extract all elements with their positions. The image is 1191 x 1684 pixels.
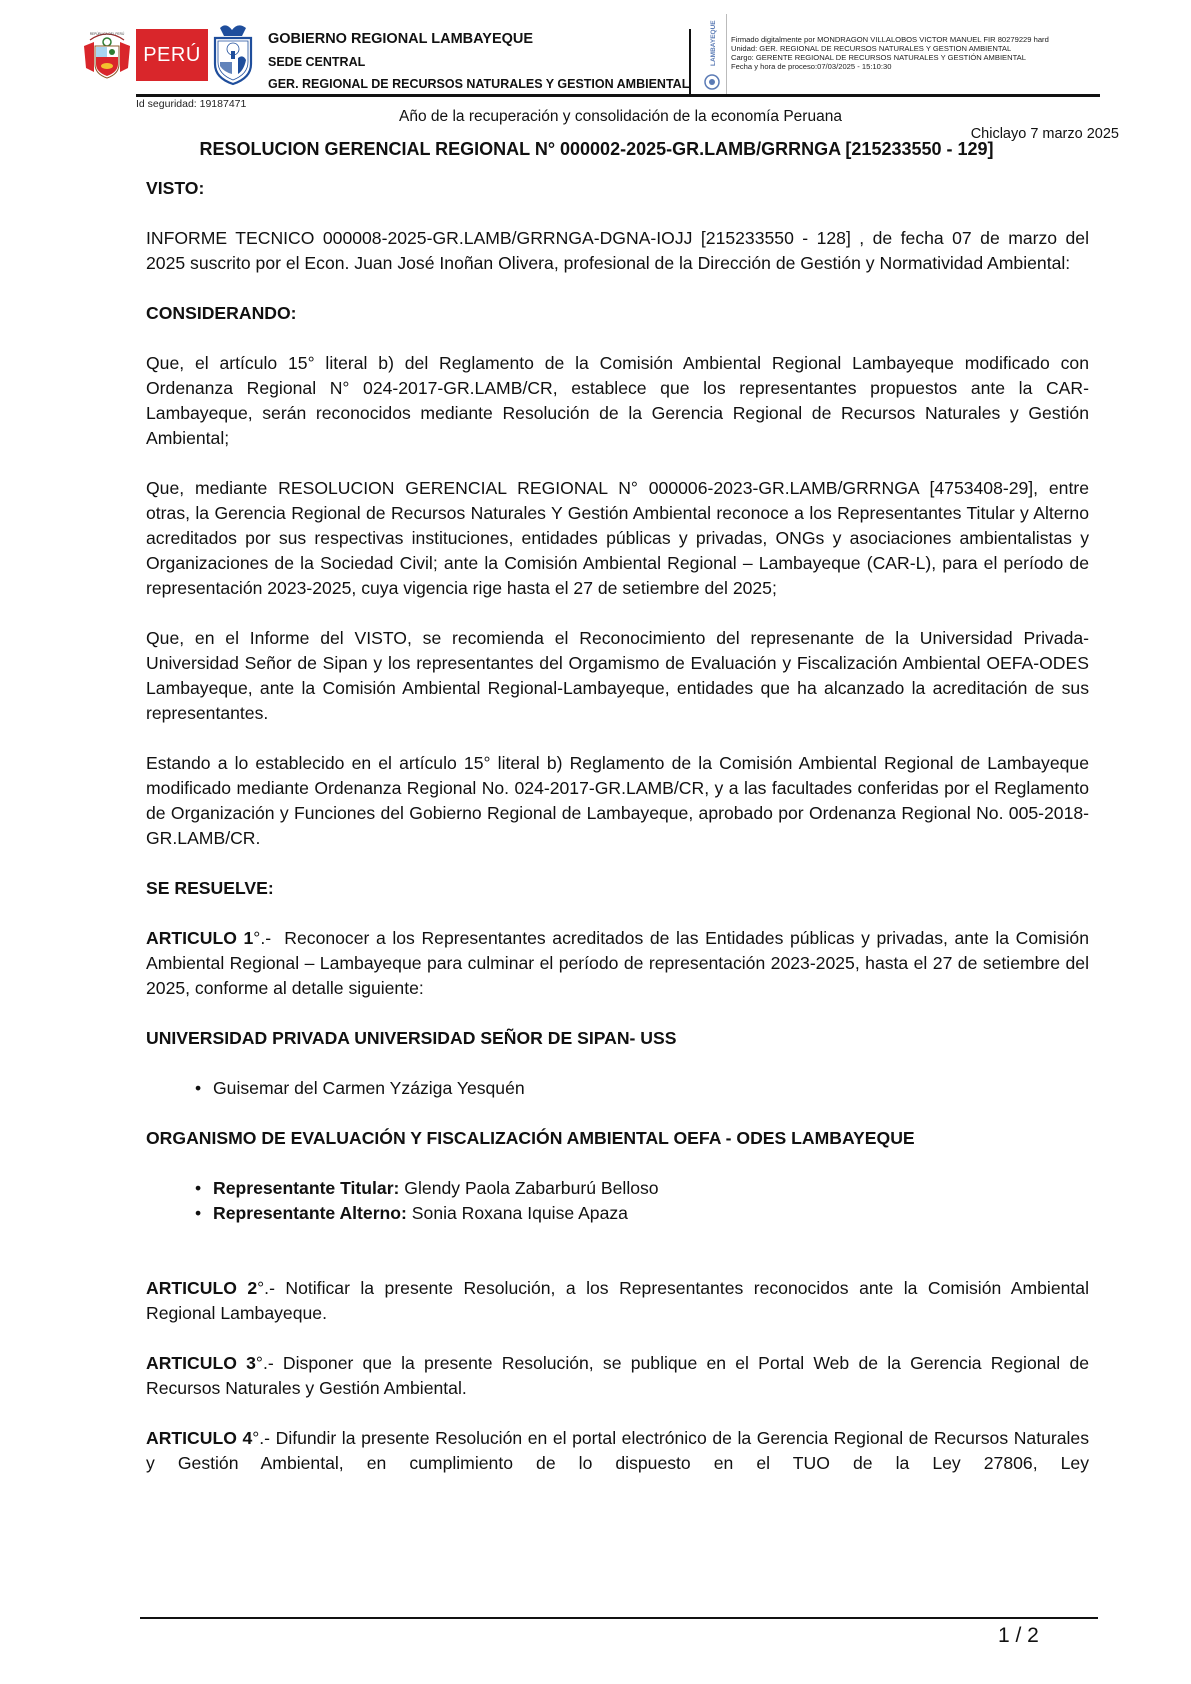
list-item (213, 1176, 1089, 1201)
article-2-suffix: °.- (257, 1278, 275, 1298)
visto-text: INFORME TECNICO 000008-2025-GR.LAMB/GRRNGA-DGNA-IOJJ [215233550 - 128] , de fecha 07 de marzo del 2025 suscrito por el Econ. Juan José Inoñan Olivera, profesional de la Dirección de Gestión y Normatividad Ambiental: (146, 228, 1089, 273)
article-3-label: ARTICULO 3 (146, 1353, 256, 1373)
signature-signer: Firmado digitalmente por MONDRAGON VILLALOBOS VICTOR MANUEL FIR 80279229 hard (731, 35, 1049, 44)
member-name: Sonia Roxana Iquise Apaza (406, 1203, 628, 1223)
organization-name: GOBIERNO REGIONAL LAMBAYEQUE (268, 31, 534, 47)
escudo-label: REPÚBLICA DEL PERÚ (89, 32, 125, 36)
organization-unit: GER. REGIONAL DE RECURSOS NATURALES Y GESTION AMBIENTAL (268, 77, 690, 91)
header-rule (136, 94, 1100, 97)
peru-brand-logo (136, 29, 208, 81)
document-body (146, 176, 1094, 1476)
header-divider (689, 29, 691, 95)
peru-brand-label: PERÚ (143, 43, 201, 66)
entity-2-name: ORGANISMO DE EVALUACIÓN Y FISCALIZACIÓN AMBIENTAL OEFA - ODES LAMBAYEQUE (146, 1128, 915, 1148)
member-name: Glendy Paola Zabarburú Belloso (399, 1178, 659, 1198)
list-item (213, 1201, 1089, 1226)
digital-signature-block (731, 35, 1049, 71)
resuelve-heading: SE RESUELVE: (146, 878, 274, 898)
article-2-label: ARTICULO 2 (146, 1278, 258, 1298)
article-3-suffix: °.- (255, 1353, 274, 1373)
digital-signature-seal-logo (701, 14, 723, 96)
peru-coat-of-arms-logo (82, 26, 132, 84)
considerando-heading: CONSIDERANDO: (146, 303, 297, 323)
member-role: Representante Alterno: (213, 1203, 407, 1223)
security-id: Id seguridad: 19187471 (136, 98, 247, 110)
article-4 (146, 1426, 1089, 1476)
article-4-text: Difundir la presente Resolución en el portal electrónico de la Gerencia Regional de Recursos Naturales y Gestión Ambiental, en cumplimiento de lo dispuesto en el TUO de la Ley 27806, Ley (146, 1428, 1090, 1473)
article-1-text: Reconocer a los Representantes acreditados de las Entidades públicas y privadas, ante la Comisión Ambiental Regional – Lambayeque para culminar el período de representación 2023-2025, hasta el 27 de setiembre del 2025, conforme al detalle siguiente: (146, 928, 1094, 998)
article-2-text: Notificar la presente Resolución, a los Representantes reconocidos ante la Comisión Ambiental Regional Lambayeque. (146, 1278, 1089, 1323)
considerando-paragraph: Estando a lo establecido en el artículo 15° literal b) Reglamento de la Comisión Ambiental Regional de Lambayeque modificado mediante Ordenanza Regional No. 024-2017-GR.LAMB/CR, y a las facultades conferidas por el Reglamento de Organización y Funciones del Gobierno Regional de Lambayeque, aprobado por Ordenanza Regional No. 005-2018-GR.LAMB/CR. (146, 753, 1089, 848)
seal-label: LAMBAYEQUE (710, 20, 717, 66)
visto-heading: VISTO: (146, 178, 205, 198)
page-number: 1 / 2 (998, 1624, 1039, 1647)
entity-1-members (146, 1076, 1089, 1101)
article-4-label: ARTICULO 4 (146, 1428, 253, 1448)
resolution-title: RESOLUCION GERENCIAL REGIONAL N° 000002-2025-GR.LAMB/GRRNGA [215233550 - 129] (199, 139, 994, 159)
article-1 (146, 926, 1094, 1001)
member-role: Representante Titular: (213, 1178, 400, 1198)
article-4-suffix: °.- (252, 1428, 271, 1448)
signature-position: Cargo: GERENTE REGIONAL DE RECURSOS NATURALES Y GESTIÓN AMBIENTAL (731, 53, 1026, 62)
article-3 (146, 1351, 1089, 1401)
list-item: • Guisemar del Carmen Yzáziga Yesquén (213, 1076, 1089, 1101)
considerando-paragraph: Que, el artículo 15° literal b) del Reglamento de la Comisión Ambiental Regional Lambayeque modificado con Ordenanza Regional N° 024-2017-GR.LAMB/CR, establece que los representantes propuestos ante la CAR-Lambayeque, serán reconocidos mediante Resolución de la Gerencia Regional de Recursos Naturales y Gestión Ambiental; (146, 353, 1089, 448)
entity-2-members (146, 1176, 1089, 1226)
signature-timestamp: Fecha y hora de proceso:07/03/2025 - 15:10:30 (731, 62, 892, 71)
article-1-label: ARTICULO 1 (146, 928, 254, 948)
entity-1-name: UNIVERSIDAD PRIVADA UNIVERSIDAD SEÑOR DE SIPAN- USS (146, 1028, 677, 1048)
year-motto: Año de la recuperación y consolidación de la economía Peruana (399, 108, 842, 125)
signature-unit: Unidad: GER. REGIONAL DE RECURSOS NATURALES Y GESTION AMBIENTAL (731, 44, 1012, 53)
signature-divider (726, 14, 727, 94)
considerando-paragraph: Que, mediante RESOLUCION GERENCIAL REGIONAL N° 000006-2023-GR.LAMB/GRRNGA [4753408-29], entre otras, la Gerencia Regional de Recursos Naturales Y Gestión Ambiental reconoce a los Representantes Titular y Alterno acreditados por sus respectivas instituciones, entidades públicas y privadas, ONGs y asociaciones ambientalistas y Organizaciones de la Sociedad Civil; ante la Comisión Ambiental Regional – Lambayeque (CAR-L), para el período de representación 2023-2025, cuya vigencia rige hasta el 27 de setiembre del 2025; (146, 478, 1089, 598)
footer-rule (140, 1617, 1098, 1619)
place-date: Chiclayo 7 marzo 2025 (970, 126, 1119, 142)
organization-seat: SEDE CENTRAL (268, 55, 366, 69)
gobierno-regional-lambayeque-logo (210, 22, 256, 86)
considerando-paragraph: Que, en el Informe del VISTO, se recomienda el Reconocimiento del represenante de la Universidad Privada-Universidad Señor de Sipan y los representantes del Orgamismo de Evaluación y Fiscalización Ambiental OEFA-ODES Lambayeque, ante la Comisión Ambiental Regional-Lambayeque, entidades que ha alcanzado la acreditación de sus representantes. (146, 628, 1089, 723)
article-1-suffix: °.- (253, 928, 272, 948)
article-2 (146, 1276, 1089, 1326)
article-3-text: Disponer que la presente Resolución, se publique en el Portal Web de la Gerencia Regional de Recursos Naturales y Gestión Ambiental. (146, 1353, 1090, 1398)
